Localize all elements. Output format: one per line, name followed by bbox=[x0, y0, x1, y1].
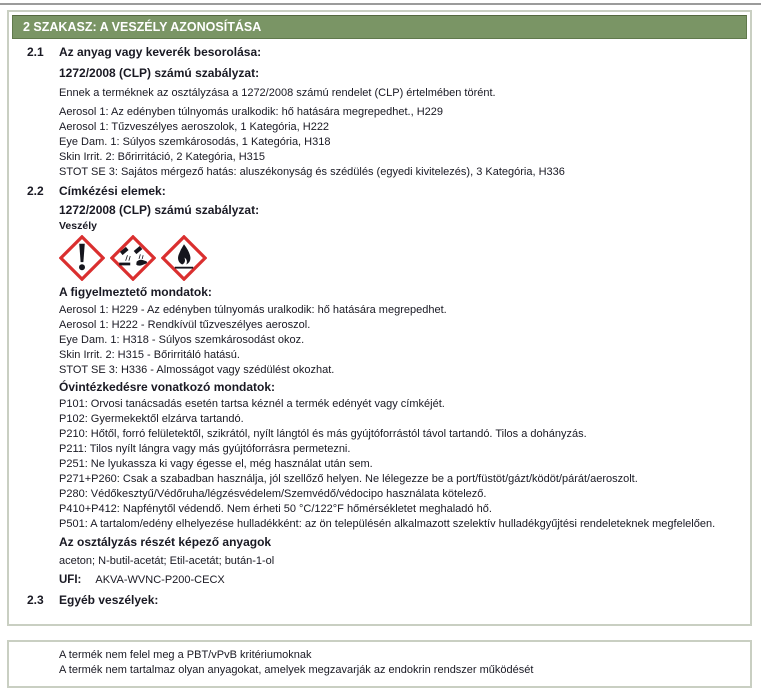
page-divider-line bbox=[0, 3, 761, 5]
ghs07-exclamation-icon bbox=[59, 235, 105, 281]
hazard-statements-list bbox=[59, 303, 736, 378]
subsection-2-2-heading bbox=[27, 184, 736, 199]
precaution-statements-heading: Óvintézkedésre vonatkozó mondatok: bbox=[59, 380, 276, 394]
signal-word: Veszély bbox=[59, 220, 97, 232]
components-heading: Az osztályzás részét képező anyagok bbox=[59, 535, 272, 549]
subsection-title: Az anyag vagy keverék besorolása: bbox=[59, 45, 262, 59]
endocrine-statement: A termék nem tartalmaz olyan anyagokat, amelyek megzavarják az endokrin rendszer működését bbox=[59, 664, 534, 676]
classification-item: Skin Irrit. 2: Bőrirritáció, 2 Kategória, H315 bbox=[59, 151, 266, 163]
subsection-number: 2.2 bbox=[27, 184, 44, 198]
section-2-content bbox=[9, 45, 750, 608]
precaution-statement: P101: Orvosi tanácsadás esetén tartsa kéznél a termék edényét vagy címkéjét. bbox=[59, 398, 445, 410]
precaution-statement: P280: Védőkesztyű/Védőruha/légzésvédelem/Szemvédő/védocipo használata kötelező. bbox=[59, 488, 487, 500]
components-text: aceton; N-butil-acetát; Etil-acetát; bután-1-ol bbox=[59, 555, 275, 567]
subsection-number: 2.3 bbox=[27, 593, 44, 607]
subsection-title: Címkézési elemek: bbox=[59, 184, 166, 198]
subsection-2-1-heading bbox=[27, 45, 736, 60]
clp-regulation-heading: 1272/2008 (CLP) számú szabályzat: bbox=[59, 66, 260, 80]
ghs02-flame-icon bbox=[161, 235, 207, 281]
classification-item: Aerosol 1: Tűzveszélyes aeroszolok, 1 Kategória, H222 bbox=[59, 121, 330, 133]
hazard-statement: STOT SE 3: H336 - Almosságot vagy szédülést okozhat. bbox=[59, 364, 335, 376]
clp-regulation-heading: 1272/2008 (CLP) számú szabályzat: bbox=[59, 203, 260, 217]
precaution-statement: P211: Tilos nyílt lángra vagy más gyújtóforrásra permetezni. bbox=[59, 443, 351, 455]
subsection-title: Egyéb veszélyek: bbox=[59, 593, 159, 607]
precaution-statement: P210: Hőtől, forró felületektől, szikrától, nyílt lángtól és más gyújtóforrástól távol tartandó. Tilos a dohányzás. bbox=[59, 428, 587, 440]
hazard-statement: Aerosol 1: H222 - Rendkívül tűzveszélyes aeroszol. bbox=[59, 319, 311, 331]
subsection-number: 2.1 bbox=[27, 45, 44, 59]
precaution-statement: P410+P412: Napfénytől védendő. Nem érheti 50 °C/122°F hőmérsékletet meghaladó hő. bbox=[59, 503, 492, 515]
section-2-box bbox=[7, 10, 752, 626]
ufi-value: AKVA-WVNC-P200-CECX bbox=[95, 574, 225, 586]
subsection-2-3-heading bbox=[27, 593, 736, 608]
hazard-statements-heading: A figyelmeztető mondatok: bbox=[59, 285, 212, 299]
precaution-statement: P271+P260: Csak a szabadban használja, jól szellőző helyen. Ne lélegezze be a port/füstöt/gázt/ködöt/párát/aeroszolt. bbox=[59, 473, 638, 485]
precaution-statement: P102: Gyermekektől elzárva tartandó. bbox=[59, 413, 244, 425]
precaution-statement: P251: Ne lyukassza ki vagy égesse el, még használat után sem. bbox=[59, 458, 373, 470]
precaution-statements-list bbox=[59, 397, 736, 532]
ghs-pictogram-row bbox=[59, 235, 736, 281]
classification-item: STOT SE 3: Sajátos mérgező hatás: aluszékonyság és szédülés (egyedi kivitelezés), 3 Kategória, H336 bbox=[59, 166, 565, 178]
clp-intro-text: Ennek a terméknek az osztályzása a 1272/2008 számú rendelet (CLP) értelmében törént. bbox=[59, 87, 496, 99]
hazard-statement: Eye Dam. 1: H318 - Súlyos szemkárosodást okoz. bbox=[59, 334, 305, 346]
precaution-statement: P501: A tartalom/edény elhelyezése hulladékként: az ön településén alkalmazott szelektív hulladékgyűjtési rendeleteknek megfelelően. bbox=[59, 518, 716, 530]
classification-item: Aerosol 1: Az edényben túlnyomás uralkodik: hő hatására megrepedhet., H229 bbox=[59, 106, 444, 118]
other-hazards-box bbox=[7, 640, 752, 688]
hazard-statement: Skin Irrit. 2: H315 - Bőrirritáló hatású. bbox=[59, 349, 240, 361]
classification-item: Eye Dam. 1: Súlyos szemkárosodás, 1 Kategória, H318 bbox=[59, 136, 331, 148]
ufi-row bbox=[59, 573, 736, 588]
ghs05-corrosion-icon bbox=[110, 235, 156, 281]
hazard-statement: Aerosol 1: H229 - Az edényben túlnyomás uralkodik: hő hatására megrepedhet. bbox=[59, 304, 447, 316]
classification-list bbox=[59, 105, 736, 180]
section-2-header: 2 SZAKASZ: A VESZÉLY AZONOSÍTÁSA bbox=[12, 15, 747, 39]
ufi-label: UFI: bbox=[59, 574, 82, 586]
pbt-statement: A termék nem felel meg a PBT/vPvB kritériumoknak bbox=[59, 649, 312, 661]
